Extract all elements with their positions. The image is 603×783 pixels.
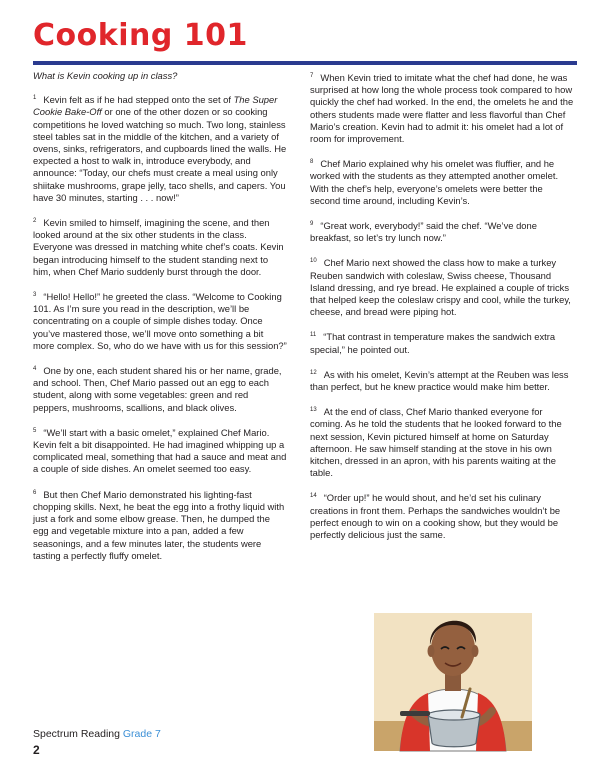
title-rule bbox=[33, 61, 577, 65]
paragraph-1 bbox=[33, 92, 287, 204]
paragraph-text: “Great work, everybody!” said the chef. “We’ve done breakfast, so let’s try lunch now.” bbox=[310, 220, 537, 244]
paragraph-text: “Hello! Hello!” he greeted the class. “Welcome to Cooking 101. As I’m sure you read in the description, we’ll be concentrating on a couple of simple dishes today. Once you’ve mastered those, we’ll move onto something a bit more complex. So, who do we have with us for this session?” bbox=[33, 291, 287, 351]
ear-right bbox=[472, 645, 479, 657]
left-column bbox=[33, 70, 287, 573]
paragraph-number: 1 bbox=[33, 95, 37, 102]
paragraph-text: Kevin felt as if he had stepped onto the set of bbox=[43, 94, 234, 106]
paragraph-text: Kevin smiled to himself, imagining the scene, and then looked around at the six other students in the class. Everyone was dressed in matching white chef’s coats. Kevin began introducing himself to the student standing next to him, when Chef Mario suddenly burst through the door. bbox=[33, 217, 284, 277]
guiding-question: What is Kevin cooking up in class? bbox=[33, 70, 178, 81]
paragraph-number: 7 bbox=[310, 73, 314, 79]
ear-left bbox=[428, 645, 435, 657]
page-number: 2 bbox=[33, 743, 40, 757]
paragraph-3 bbox=[33, 289, 287, 352]
grade-label: Grade 7 bbox=[122, 728, 161, 740]
paragraph-4 bbox=[33, 363, 287, 414]
paragraph-text: or one of the other dozen or so cooking competitions he loved watching so much. Two long, stainless steel tables sat in the middle of the kitchen, and a variety of ovens, sinks, refrigerators, and cupboards lined the walls. He expected a host to walk in, introduce everybody, and announce: “Today, our chefs must create a meal using only shiitake mushrooms, grape jelly, taco shells, and capers. You have 30 minutes, starting . . . now!” bbox=[33, 106, 287, 203]
paragraph-number: 4 bbox=[33, 366, 37, 373]
paragraph-2 bbox=[33, 215, 287, 278]
paragraph-text: One by one, each student shared his or her name, grade, and school. Then, Chef Mario passed out an egg to each student, along with some vegetables: green and red peppers, mushrooms, scallions, and black olives. bbox=[33, 365, 282, 413]
paragraph-number: 3 bbox=[33, 292, 37, 299]
paragraph-text: When Kevin tried to imitate what the chef had done, he was surprised at how long the whole process took compared to how quickly the chef had worked. In the end, the omelets he and the others students made were flatter and less flavorful than Chef Mario’s creation. Kevin had to admit it: his omelet had a lot of room for improvement. bbox=[310, 72, 574, 145]
paragraph-text: As with his omelet, Kevin’s attempt at the Reuben was less than perfect, but he knew practice would make him better. bbox=[310, 368, 569, 393]
paragraph-number: 2 bbox=[33, 218, 37, 225]
series-name: Spectrum Reading bbox=[33, 728, 120, 740]
paragraph-11 bbox=[310, 329, 575, 355]
paragraph-7 bbox=[310, 70, 575, 145]
boy-chef-cooking-illustration bbox=[370, 593, 535, 753]
paragraph-text: But then Chef Mario demonstrated his lighting-fast chopping skills. Next, he beat the egg into a frothy liquid with just a fork and some elbow grease. Then, he dumped the egg and vegetable mixture into a pan, added a few seasonings, and a few minutes later, the students were tasting a perfectly fluffy omelet. bbox=[33, 488, 285, 561]
paragraph-13 bbox=[310, 404, 575, 479]
paragraph-number: 14 bbox=[310, 493, 317, 500]
paragraph-number: 10 bbox=[310, 258, 317, 265]
paragraph-text: “Order up!” he would shout, and he’d set his culinary creations in front them. Perhaps the sandwiches wouldn’t be perfect enough to win on a cooking show, but they would be perfectly delicious just the same. bbox=[310, 492, 561, 541]
paragraph-number: 9 bbox=[310, 221, 314, 228]
paragraph-6 bbox=[33, 487, 287, 562]
paragraph-14 bbox=[310, 490, 575, 541]
paragraph-5 bbox=[33, 425, 287, 476]
paragraph-text: Chef Mario next showed the class how to make a turkey Reuben sandwich with coleslaw, Swiss cheese, Thousand Island dressing, and rye bread. He explained a couple of tricks that helped keep the coleslaw crispy and cool, while the turkey, cheese, and bread were piping hot. bbox=[310, 257, 571, 318]
paragraph-number: 8 bbox=[310, 159, 314, 166]
paragraph-number: 11 bbox=[310, 332, 317, 339]
paragraph-12 bbox=[310, 367, 575, 393]
paragraph-number: 13 bbox=[310, 407, 317, 414]
paragraph-text: At the end of class, Chef Mario thanked everyone for coming. As he told the students that he looked forward to the next session, Kevin pictured himself at home on Saturday afternoon. He saw himself standing at the stove in his own kitchen, dressed in an apron, with his parents waiting at the table. bbox=[310, 406, 562, 479]
paragraph-text: Chef Mario explained why his omelet was fluffier, and he worked with the students as they attempted another omelet. With the chef’s help, everyone’s omelets were better the second time around, including Kevin’s. bbox=[310, 158, 559, 206]
paragraph-8 bbox=[310, 156, 575, 207]
paragraph-number: 6 bbox=[33, 489, 37, 496]
paragraph-10 bbox=[310, 255, 575, 318]
footer-series bbox=[33, 728, 161, 740]
page-title: Cooking 101 bbox=[33, 18, 248, 53]
paragraph-number: 12 bbox=[310, 369, 317, 376]
show-title: The Super Cookie Bake-Off bbox=[33, 94, 278, 118]
paragraph-text: “That contrast in temperature makes the sandwich extra special,” he pointed out. bbox=[310, 331, 556, 355]
right-column bbox=[310, 70, 575, 552]
face bbox=[431, 622, 475, 676]
paragraph-text: “We’ll start with a basic omelet,” explained Chef Mario. Kevin felt a bit disappointed. He had imagined whipping up a complicated meal, something that had a sauce and meat and a couple of side dishes. An omelet seemed too easy. bbox=[33, 426, 287, 475]
pot-handle bbox=[400, 711, 430, 716]
paragraph-9 bbox=[310, 218, 575, 244]
pot-rim bbox=[428, 710, 480, 720]
paragraph-number: 5 bbox=[33, 427, 37, 434]
